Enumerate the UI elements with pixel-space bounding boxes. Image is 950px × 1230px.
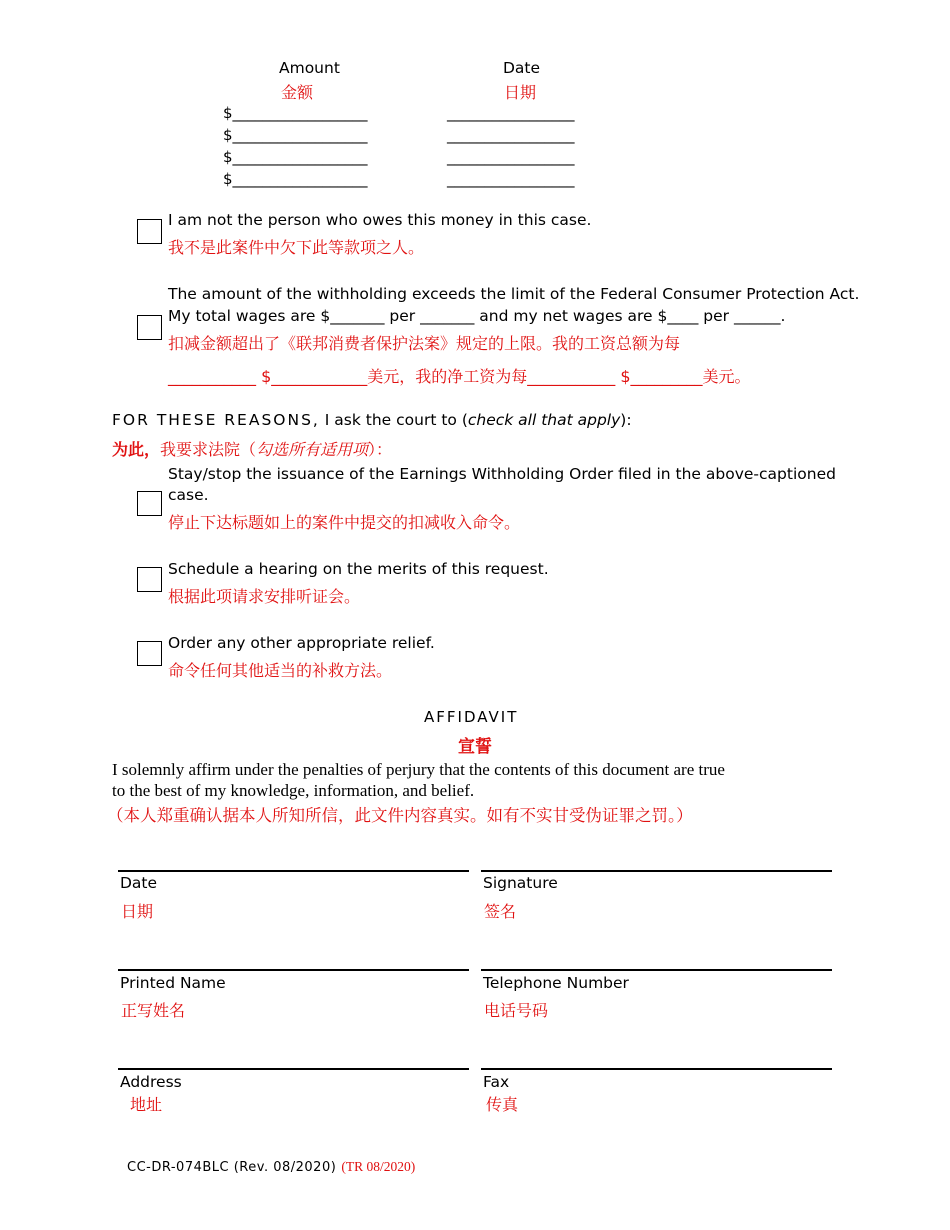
form-id: CC-DR-074BLC (Rev. 08/2020): [127, 1160, 337, 1175]
date-field-4[interactable]: _________________: [447, 170, 575, 188]
exceeds-limit-text-zh: 扣减金额超出了《联邦消费者保护法案》规定的上限。我的工资总额为每: [168, 334, 681, 353]
address-label-zh: 地址: [130, 1095, 163, 1114]
date-label-zh: 日期: [121, 902, 154, 921]
reasons-close: ):: [620, 411, 632, 429]
reasons-zh-bold: 为此，: [112, 440, 161, 459]
reasons-zh-rest: 我要求法院（: [160, 440, 257, 459]
stay-order-text: Stay/stop the issuance of the Earnings Withholding Order filed in the above-captioned: [168, 465, 836, 483]
date-field-1[interactable]: _________________: [447, 104, 575, 122]
wages-line-zh[interactable]: ___________ $____________美元，我的净工资为每___________ $_________美元。: [168, 367, 751, 386]
amount-field-2[interactable]: $__________________: [223, 126, 368, 144]
telephone-line[interactable]: [481, 969, 832, 971]
affidavit-statement-2: to the best of my knowledge, information, and belief.: [112, 781, 475, 800]
date-label: Date: [120, 874, 158, 892]
printed-name-label: Printed Name: [120, 974, 226, 992]
reasons-rest: I ask the court to (: [319, 411, 468, 429]
date-header-zh: 日期: [504, 83, 537, 102]
not-owner-text: I am not the person who owes this money in this case.: [168, 211, 592, 229]
other-relief-text: Order any other appropriate relief.: [168, 634, 435, 652]
date-line[interactable]: [118, 870, 469, 872]
translation-revision: (TR 08/2020): [341, 1159, 416, 1174]
reasons-prefix: FOR THESE REASONS,: [112, 411, 320, 429]
signature-label: Signature: [483, 874, 558, 892]
amount-header-zh: 金额: [281, 83, 314, 102]
hearing-checkbox[interactable]: [137, 567, 162, 592]
amount-field-1[interactable]: $__________________: [223, 104, 368, 122]
fax-label: Fax: [483, 1073, 510, 1091]
hearing-text-zh: 根据此项请求安排听证会。: [168, 587, 361, 606]
not-owner-text-zh: 我不是此案件中欠下此等款项之人。: [168, 238, 425, 257]
signature-line[interactable]: [481, 870, 832, 872]
amount-field-3[interactable]: $__________________: [223, 148, 368, 166]
stay-order-text-zh: 停止下达标题如上的案件中提交的扣减收入命令。: [168, 513, 521, 532]
address-label: Address: [120, 1073, 182, 1091]
hearing-text: Schedule a hearing on the merits of this request.: [168, 560, 549, 578]
address-line[interactable]: [118, 1068, 469, 1070]
reasons-zh-italic: 勾选所有适用项: [256, 440, 369, 459]
stay-order-text-2: case.: [168, 486, 209, 504]
telephone-label: Telephone Number: [483, 974, 629, 992]
amount-field-4[interactable]: $__________________: [223, 170, 368, 188]
fax-label-zh: 传真: [486, 1095, 519, 1114]
fax-line[interactable]: [481, 1068, 832, 1070]
telephone-label-zh: 电话号码: [484, 1001, 549, 1020]
affidavit-title-zh: 宣誓: [458, 737, 492, 757]
stay-order-checkbox[interactable]: [137, 491, 162, 516]
reasons-heading: [112, 411, 632, 429]
form-footer: [127, 1156, 415, 1175]
reasons-zh-close: ）：: [368, 440, 393, 459]
other-relief-text-zh: 命令任何其他适当的补救方法。: [168, 661, 393, 680]
affidavit-statement-1: I solemnly affirm under the penalties of perjury that the contents of this document are true: [112, 760, 725, 779]
wages-line[interactable]: My total wages are $_______ per _______ and my net wages are $____ per ______.: [168, 307, 786, 325]
affidavit-title: AFFIDAVIT: [424, 708, 519, 726]
exceeds-limit-checkbox[interactable]: [137, 315, 162, 340]
printed-name-label-zh: 正写姓名: [121, 1001, 186, 1020]
date-field-2[interactable]: _________________: [447, 126, 575, 144]
date-field-3[interactable]: _________________: [447, 148, 575, 166]
amount-header: Amount: [279, 59, 340, 77]
printed-name-line[interactable]: [118, 969, 469, 971]
affidavit-statement-zh: （本人郑重确认据本人所知所信，此文件内容真实。如有不实甘受伪证罪之罚。）: [107, 806, 693, 825]
reasons-heading-zh: [112, 437, 392, 460]
not-owner-checkbox[interactable]: [137, 219, 162, 244]
reasons-italic: check all that apply: [467, 411, 621, 429]
signature-label-zh: 签名: [484, 902, 517, 921]
other-relief-checkbox[interactable]: [137, 641, 162, 666]
exceeds-limit-text: The amount of the withholding exceeds the limit of the Federal Consumer Protection Act.: [168, 285, 860, 303]
date-header: Date: [503, 59, 541, 77]
